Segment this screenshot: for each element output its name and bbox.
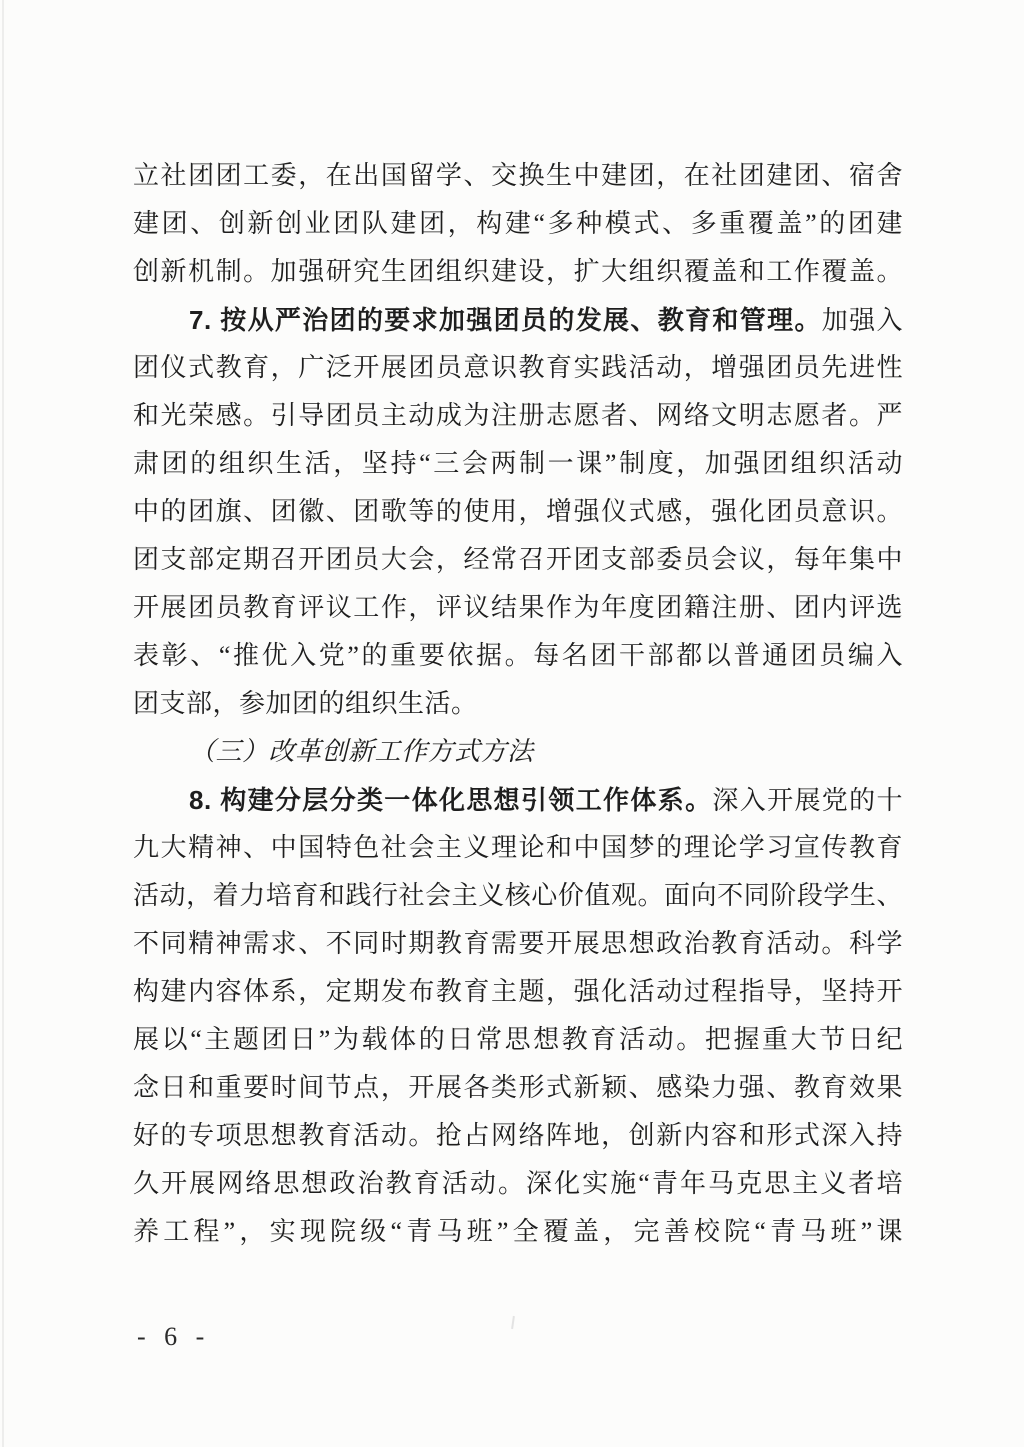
text-segment: 开展团员教育评议工作，评议结果作为年度团籍注册、团内评选 <box>133 593 903 622</box>
text-line <box>133 392 903 440</box>
text-segment: 九大精神、中国特色社会主义理论和中国梦的理论学习宣传教育 <box>133 833 903 862</box>
text-line <box>133 440 903 488</box>
text-line <box>133 1016 903 1064</box>
text-line <box>133 1064 903 1112</box>
text-segment: 肃团的组织生活，坚持“三会两制一课”制度，加强团组织活动 <box>133 449 903 478</box>
scan-edge-artifact <box>2 0 4 1447</box>
heading-segment: 7. 按从严治团的要求加强团员的发展、教育和管理。 <box>189 305 822 335</box>
text-line <box>133 968 903 1016</box>
text-segment: 立社团团工委，在出国留学、交换生中建团，在社团建团、宿舍 <box>133 161 903 190</box>
text-line <box>133 776 903 824</box>
text-segment: 展以“主题团日”为载体的日常思想教育活动。把握重大节日纪 <box>133 1025 903 1054</box>
text-segment: 团支部，参加团的组织生活。 <box>133 689 478 718</box>
text-line <box>133 488 903 536</box>
text-segment: 和光荣感。引导团员主动成为注册志愿者、网络文明志愿者。严 <box>133 401 903 430</box>
text-segment: 表彰、“推优入党”的重要依据。每名团干部都以普通团员编入 <box>133 641 903 670</box>
text-segment: 活动，着力培育和践行社会主义核心价值观。面向不同阶段学生、 <box>133 881 903 910</box>
text-line <box>133 152 903 200</box>
text-segment: 养工程”，实现院级“青马班”全覆盖，完善校院“青马班”课 <box>133 1217 903 1246</box>
text-line <box>133 872 903 920</box>
text-line <box>133 344 903 392</box>
text-segment: 加强入 <box>821 306 903 335</box>
text-segment: （三）改革创新工作方式方法 <box>189 737 534 766</box>
text-line <box>133 824 903 872</box>
text-line <box>133 200 903 248</box>
text-segment: 久开展网络思想政治教育活动。深化实施“青年马克思主义者培 <box>133 1169 903 1198</box>
text-line <box>133 680 903 728</box>
text-segment: 建团、创新创业团队建团，构建“多种模式、多重覆盖”的团建 <box>133 209 903 238</box>
text-segment: 创新机制。加强研究生团组织建设，扩大组织覆盖和工作覆盖。 <box>133 257 903 286</box>
scan-noise-mark <box>511 1316 515 1329</box>
text-line <box>133 728 903 776</box>
text-segment: 构建内容体系，定期发布教育主题，强化活动过程指导，坚持开 <box>133 977 903 1006</box>
text-segment: 好的专项思想教育活动。抢占网络阵地，创新内容和形式深入持 <box>133 1121 903 1150</box>
text-line <box>133 584 903 632</box>
text-line <box>133 1160 903 1208</box>
text-segment: 念日和重要时间节点，开展各类形式新颖、感染力强、教育效果 <box>133 1073 903 1102</box>
text-line <box>133 536 903 584</box>
text-line <box>133 1208 903 1256</box>
text-line <box>133 920 903 968</box>
text-segment: 团支部定期召开团员大会，经常召开团支部委员会议，每年集中 <box>133 545 903 574</box>
heading-segment: 8. 构建分层分类一体化思想引领工作体系。 <box>189 785 713 815</box>
text-line <box>133 248 903 296</box>
body-text-block <box>133 152 903 1256</box>
text-line <box>133 632 903 680</box>
text-segment: 不同精神需求、不同时期教育需要开展思想政治教育活动。科学 <box>133 929 903 958</box>
text-segment: 深入开展党的十 <box>712 786 903 815</box>
page-number: - 6 - <box>137 1322 211 1351</box>
text-line <box>133 296 903 344</box>
text-segment: 中的团旗、团徽、团歌等的使用，增强仪式感，强化团员意识。 <box>133 497 903 526</box>
text-segment: 团仪式教育，广泛开展团员意识教育实践活动，增强团员先进性 <box>133 353 903 382</box>
text-line <box>133 1112 903 1160</box>
